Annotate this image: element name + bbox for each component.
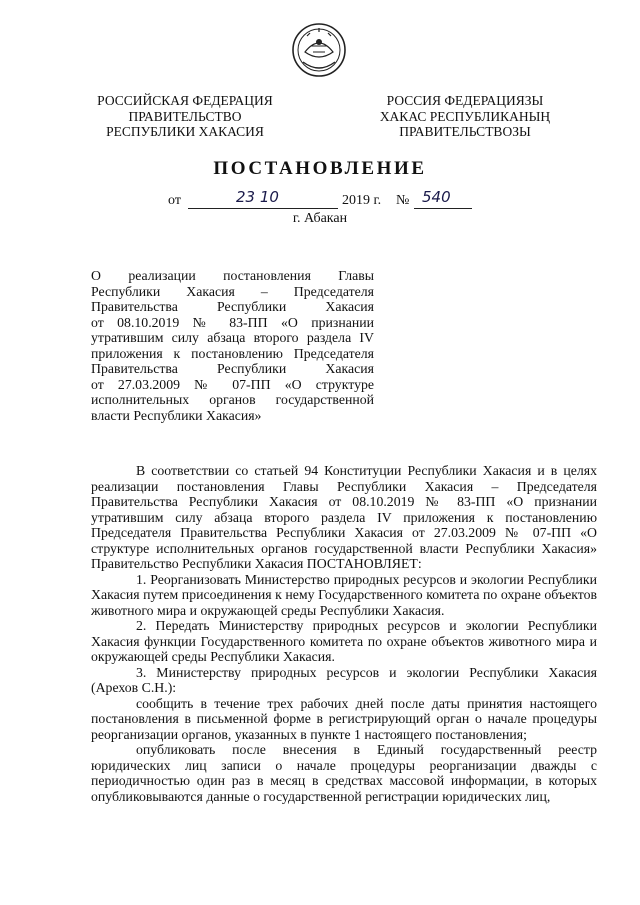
subject-line: Правительства Республики Хакасия [91, 299, 374, 314]
subject-line: приложения к постановлению Председателя [91, 345, 374, 361]
header-right-line: ХАКАС РЕСПУБЛИКАНЫҢ [379, 108, 551, 124]
body-paragraph: сообщить в течение трех рабочих дней после даты принятия настоящего постановления в письменной форме в регистрирующий орган о начале процедуры реорганизации органов, указанных в пункте 1 настоящего постановления; [91, 695, 597, 742]
header-left-line: ПРАВИТЕЛЬСТВО [128, 108, 242, 124]
subject-line: исполнительных органов государственной [91, 392, 374, 407]
date-from-label: от [168, 193, 181, 208]
year-label: 2019 г. [342, 193, 382, 208]
body-paragraph: 3. Министерству природных ресурсов и экологии Республики Хакасия (Арехов С.Н.): [91, 664, 597, 695]
subject-block [91, 268, 374, 423]
header-left-line: РЕСПУБЛИКИ ХАКАСИЯ [106, 124, 264, 139]
header-right-line: ПРАВИТЕЛЬСТВОЗЫ [399, 124, 531, 139]
city-label: г. Абакан [292, 211, 348, 226]
body-text [91, 463, 597, 804]
subject-line: Республики Хакасия – Председателя [91, 283, 374, 299]
coat-of-arms-emblem [291, 22, 347, 78]
subject-line: власти Республики Хакасия» [91, 407, 262, 423]
subject-line: от 27.03.2009 № 07-ПП «О структуре [91, 376, 374, 392]
header-left-line: РОССИЙСКАЯ ФЕДЕРАЦИЯ [97, 93, 273, 108]
number-label: № [396, 193, 410, 208]
number-handwritten: 540 [422, 188, 451, 206]
body-paragraph: опубликовать после внесения в Единый государственный реестр юридических лиц записи о начале процедуры реорганизации дважды с периодичностью один раз в месяц в средствах массовой информации, в которых опубликовываются данные о государственной регистрации юридических лиц, [91, 742, 597, 804]
subject-line: от 08.10.2019 № 83-ПП «О признании [91, 314, 374, 330]
body-paragraph: 2. Передать Министерству природных ресурсов и экологии Республики Хакасия функции Государственного комитета по охране объектов животного мира и окружающей среды Республики Хакасия. [91, 618, 597, 664]
document-title: ПОСТАНОВЛЕНИЕ [213, 158, 427, 179]
body-paragraph: 1. Реорганизовать Министерство природных ресурсов и экологии Республики Хакасия путем присоединения к нему Государственного комитета по охране объектов животного мира и окружающей среды Республики Хакасия. [91, 571, 597, 618]
header-right-block [372, 93, 558, 140]
subject-line: утратившим силу абзаца второго раздела IV [91, 330, 374, 345]
date-number-line [168, 188, 498, 212]
header-right-line: РОССИЯ ФЕДЕРАЦИЯЗЫ [386, 93, 544, 108]
date-handwritten: 23 10 [236, 188, 279, 206]
subject-line: Правительства Республики Хакасия [91, 361, 374, 376]
subject-line: О реализации постановления Главы [91, 268, 374, 283]
header-left-block [90, 93, 280, 140]
body-paragraph: В соответствии со статьей 94 Конституции Республики Хакасия и в целях реализации постановления Главы Республики Хакасия – Председателя Правительства Республики Хакасия от 08.10.2019 № 83-ПП «О признании утратившим силу абзаца второго раздела IV приложения к постановлению Председателя Правительства Республики Хакасия от 27.03.2009 № 07-ПП «О структуре исполнительных органов государственной власти Республики Хакасия» Правительство Республики Хакасия ПОСТАНОВЛЯЕТ: [91, 463, 597, 571]
